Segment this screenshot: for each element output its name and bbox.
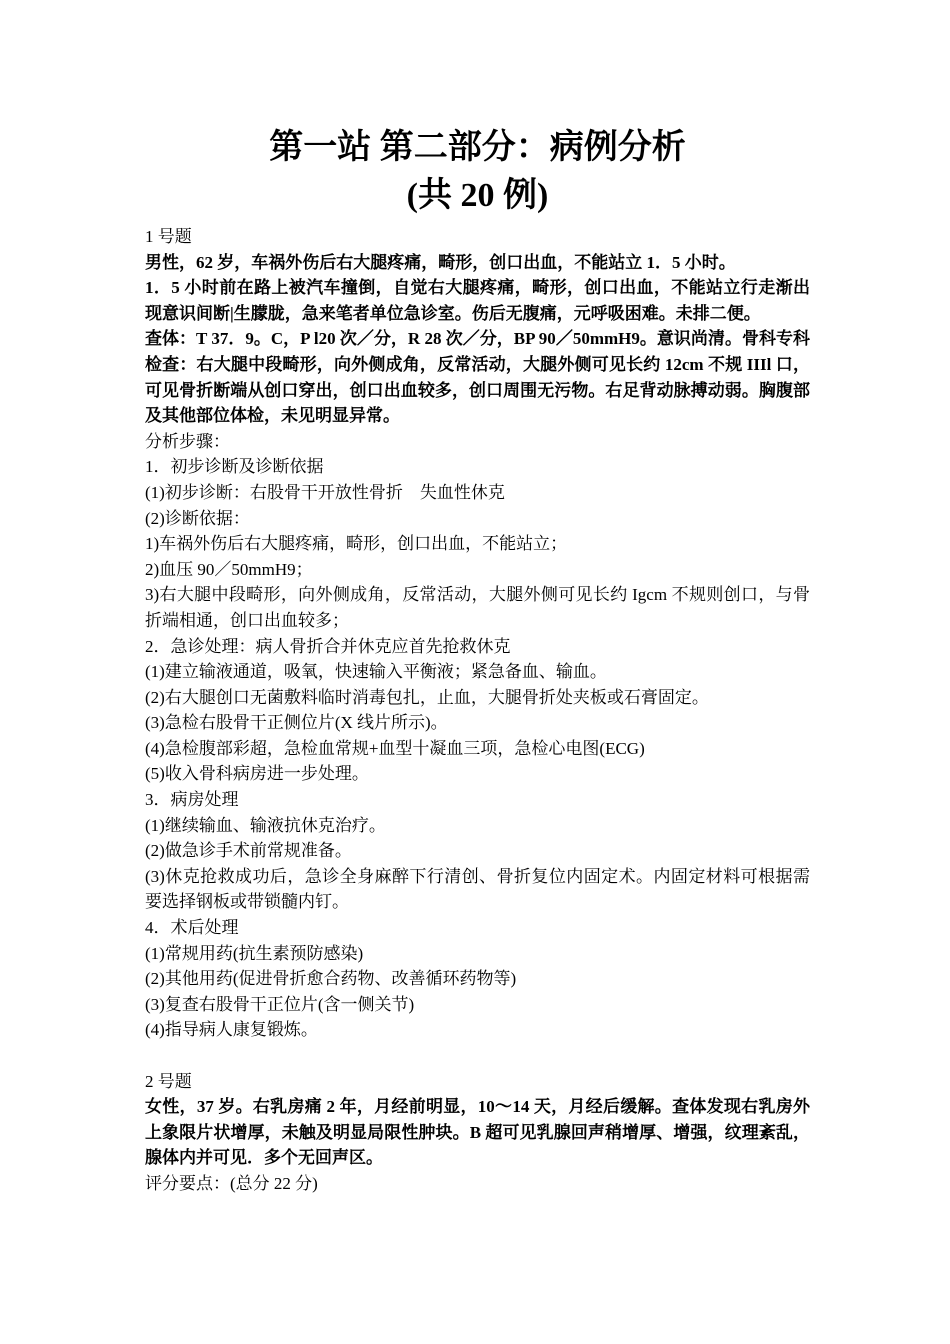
analysis-line: (3)复查右股骨干正位片(含一侧关节) [145, 994, 415, 1014]
analysis-line: 4．术后处理 [145, 918, 239, 938]
scoring-line: 评分要点：(总分 22 分) [145, 1173, 318, 1193]
document-page [145, 0, 810, 1197]
case-history-paragraph: 男性，62 岁，车祸外伤后右大腿疼痛，畸形，创口出血，不能站立 1．5 小时。 [145, 252, 736, 272]
blank-line [145, 1043, 810, 1069]
case-history-paragraph: 1．5 小时前在路上被汽车撞倒，自觉右大腿疼痛，畸形，创口出血，不能站立行走渐出现意识间断|生朦胧，急来笔者单位急诊室。伤后无腹痛，元呼吸困难。未排二便。 [145, 278, 810, 323]
analysis-line: 2)血压 90／50mmH9； [145, 559, 313, 579]
analysis-line: (1)继续输血、输液抗休克治疗。 [145, 815, 386, 835]
analysis-line: (5)收入骨科病房进一步处理。 [145, 764, 369, 784]
analysis-line: 分析步骤： [145, 431, 230, 451]
analysis-line: 1．初步诊断及诊断依据 [145, 457, 324, 477]
analysis-line: (1)常规用药(抗生素预防感染) [145, 943, 364, 963]
analysis-line: (3)休克抢救成功后，急诊全身麻醉下行清创、骨折复位内固定术。内固定材料可根据需要选择钢板或带锁髓内钉。 [145, 866, 810, 912]
analysis-line: (2)右大腿创口无菌敷料临时消毒包扎，止血，大腿骨折处夹板或石膏固定。 [145, 687, 709, 707]
analysis-line: 3．病房处理 [145, 790, 239, 810]
case-1 [145, 224, 810, 1043]
analysis-line: (2)其他用药(促进骨折愈合药物、改善循环药物等) [145, 969, 517, 989]
case-2 [145, 1069, 810, 1197]
analysis-line: (1)初步诊断：右股骨干开放性骨折 失血性休克 [145, 482, 505, 502]
analysis-line: 1)车祸外伤后右大腿疼痛，畸形，创口出血，不能站立； [145, 534, 568, 554]
case-history-paragraph: 女性，37 岁。右乳房痛 2 年，月经前明显，10～14 天，月经后缓解。查体发现右乳房外上象限片状增厚，未触及明显局限性肿块。B 超可见乳腺回声稍增厚、增强，纹理紊乱，腺体内并可见．多个无回声区。 [145, 1097, 810, 1168]
document-subtitle: (共 20 例) [406, 177, 549, 214]
document-title: 第一站 第二部分：病例分析 [269, 129, 686, 166]
case-exam-paragraph: 查体：T 37．9。C，P l20 次／分，R 28 次／分，BP 90／50mmH9。意识尚清。骨科专科检查：右大腿中段畸形，向外侧成角，反常活动，大腿外侧可见长约 12cm 不规 IIIl 口，可见骨折断端从创口穿出，创口出血较多，创口周围无污物。右足背动脉搏动弱。胸腹部及其他部位体检，未见明显异常。 [145, 329, 810, 426]
analysis-line: (1)建立输液通道，吸氧，快速输入平衡液；紧急备血、输血。 [145, 662, 607, 682]
analysis-line: (4)指导病人康复锻炼。 [145, 1020, 318, 1040]
analysis-line: (2)诊断依据： [145, 508, 250, 528]
analysis-line: (3)急检右股骨干正侧位片(X 线片所示)。 [145, 713, 448, 733]
case-number: 2 号题 [145, 1071, 192, 1091]
case-number: 1 号题 [145, 227, 192, 246]
analysis-line: 2．急诊处理：病人骨折合并休克应首先抢救休克 [145, 636, 511, 656]
analysis-line: 3)右大腿中段畸形，向外侧成角，反常活动，大腿外侧可见长约 Igcm 不规则创口，与骨折端相通，创口出血较多； [145, 585, 810, 630]
analysis-line: (2)做急诊手术前常规准备。 [145, 841, 352, 861]
analysis-line: (4)急检腹部彩超，急检血常规+血型十凝血三项，急检心电图(ECG) [145, 738, 645, 758]
